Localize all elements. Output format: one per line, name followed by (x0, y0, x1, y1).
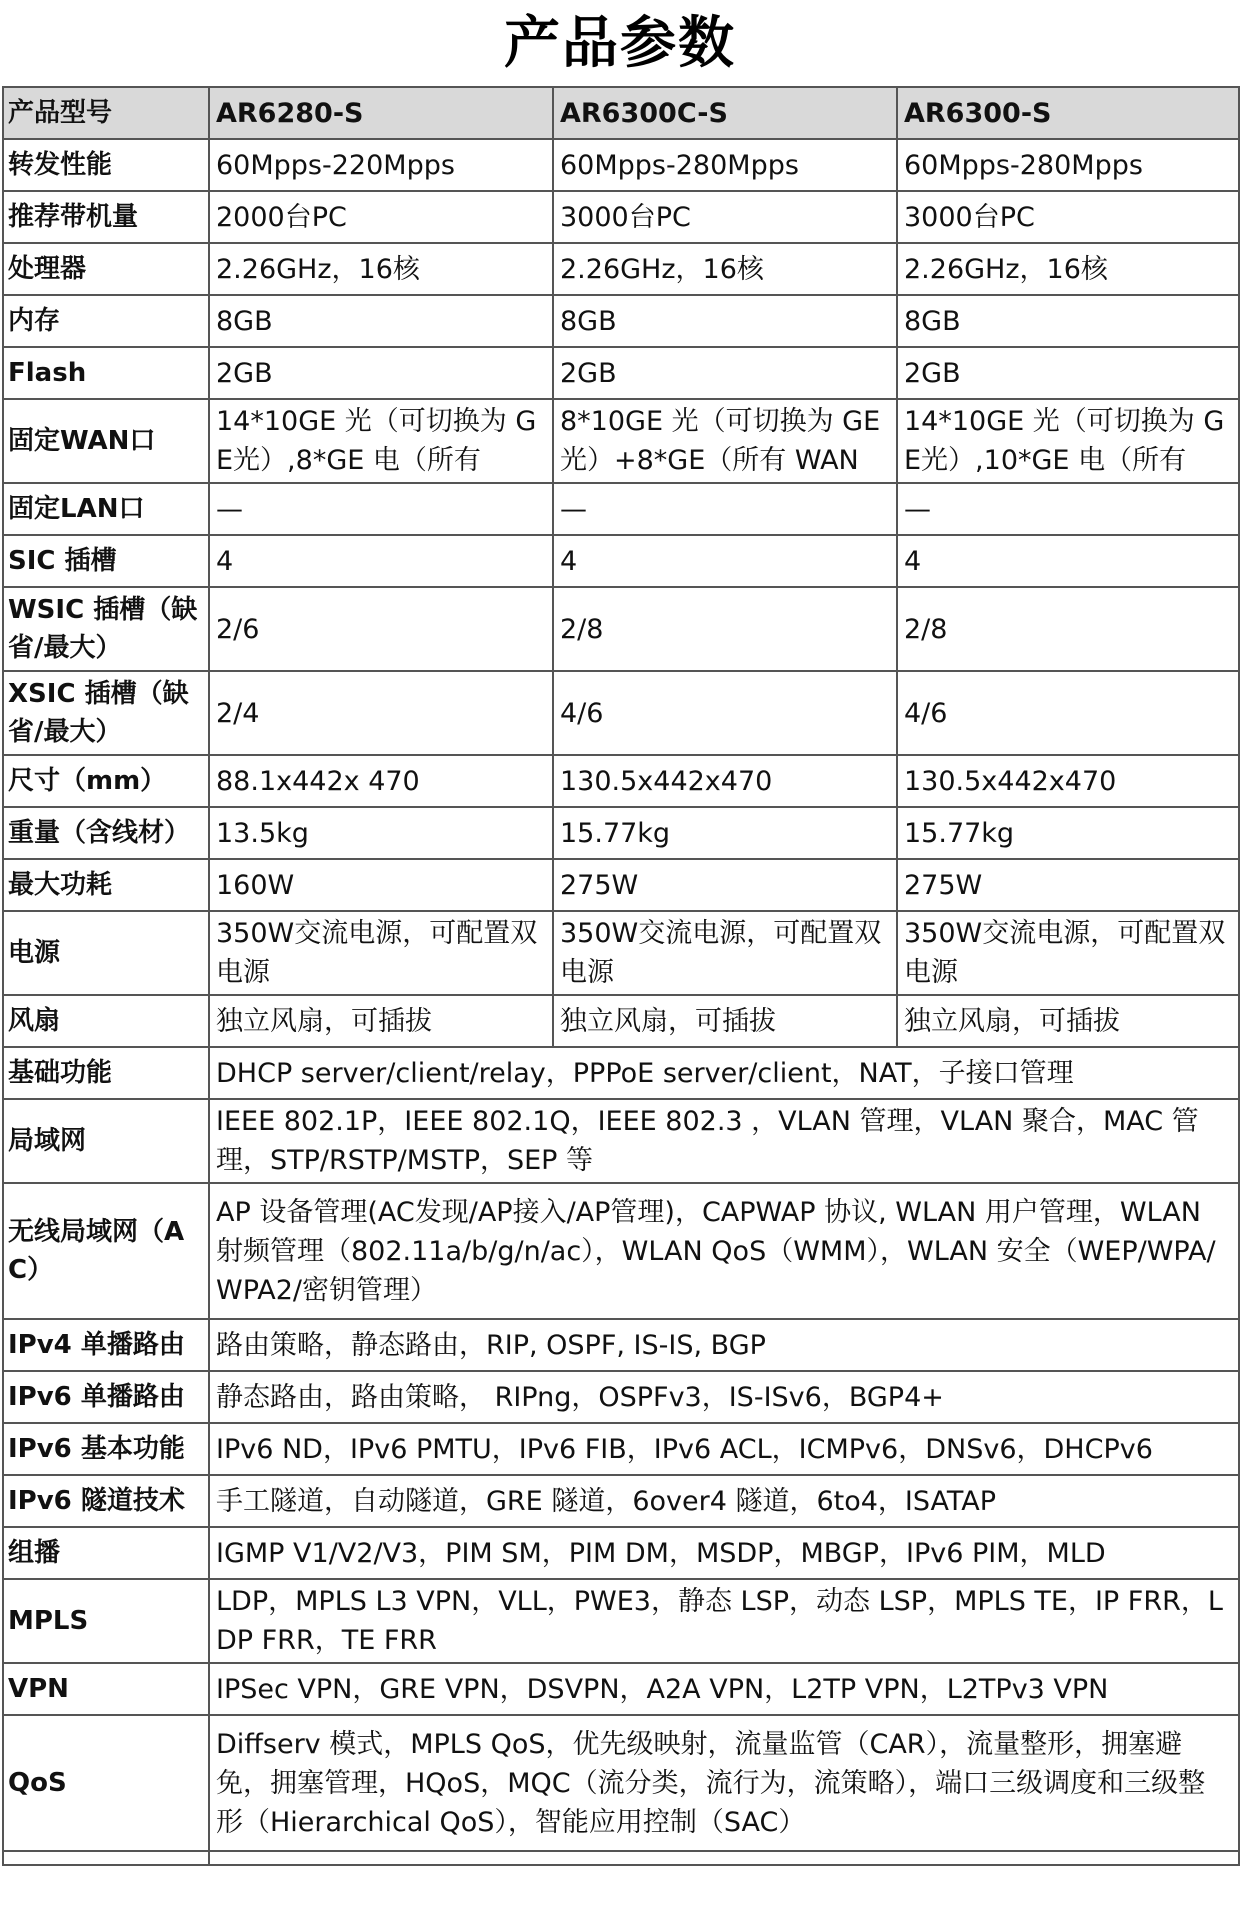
cell-value (209, 399, 553, 483)
cell-value: 独立风扇，可插拔 (897, 995, 1239, 1047)
row-label: 尺寸（mm） (3, 755, 209, 807)
feature-value: 路由策略，静态路由，RIP, OSPF, IS-IS, BGP (209, 1319, 1239, 1371)
cell-value (897, 399, 1239, 483)
cell-value: 2GB (553, 347, 897, 399)
cell-value: 4 (209, 535, 553, 587)
table-row (3, 399, 1239, 483)
table-row (3, 1663, 1239, 1715)
cell-value: 2/8 (897, 587, 1239, 671)
cell-value: — (897, 483, 1239, 535)
feature-value: DHCP server/client/relay，PPPoE server/client，NAT，子接口管理 (209, 1047, 1239, 1099)
cell-value: 130.5x442x470 (897, 755, 1239, 807)
cell-value: 独立风扇，可插拔 (209, 995, 553, 1047)
cell-value: 8GB (553, 295, 897, 347)
table-row (3, 1099, 1239, 1183)
cell-value: 2/4 (209, 671, 553, 755)
row-label: 局域网 (3, 1099, 209, 1183)
cell-value: 2/8 (553, 587, 897, 671)
cell-value: 275W (897, 859, 1239, 911)
cell-value: 3000台PC (553, 191, 897, 243)
table-row (3, 1319, 1239, 1371)
cell-value: 独立风扇，可插拔 (553, 995, 897, 1047)
empty-cell (209, 1851, 1239, 1865)
cell-value: 2.26GHz，16核 (209, 243, 553, 295)
model-name: AR6300C-S (553, 87, 897, 139)
cell-value: 60Mpps-280Mpps (897, 139, 1239, 191)
table-row (3, 1371, 1239, 1423)
cell-value: 15.77kg (897, 807, 1239, 859)
table-row (3, 911, 1239, 995)
model-name: AR6300-S (897, 87, 1239, 139)
cell-value: 160W (209, 859, 553, 911)
cell-value: 8GB (897, 295, 1239, 347)
cell-value: 60Mpps-280Mpps (553, 139, 897, 191)
cell-text: 14*10GE 光（可切换为 GE光）,8*GE 电（所有 (216, 406, 537, 476)
cell-value: 8GB (209, 295, 553, 347)
cell-value: 2.26GHz，16核 (553, 243, 897, 295)
table-row (3, 1047, 1239, 1099)
cell-value: 4/6 (897, 671, 1239, 755)
table-row-cut-off (3, 1851, 1239, 1865)
cell-value: — (553, 483, 897, 535)
row-label: IPv6 单播路由 (3, 1371, 209, 1423)
table-row (3, 191, 1239, 243)
table-row (3, 1715, 1239, 1851)
cell-value: 2/6 (209, 587, 553, 671)
row-label: SIC 插槽 (3, 535, 209, 587)
header-label: 产品型号 (3, 87, 209, 139)
feature-value: 静态路由，路由策略， RIPng，OSPFv3，IS-ISv6，BGP4+ (209, 1371, 1239, 1423)
row-label: 处理器 (3, 243, 209, 295)
row-label: 风扇 (3, 995, 209, 1047)
cell-value: 130.5x442x470 (553, 755, 897, 807)
cell-value: 15.77kg (553, 807, 897, 859)
cell-value: 88.1x442x 470 (209, 755, 553, 807)
cell-value: 2000台PC (209, 191, 553, 243)
table-row (3, 295, 1239, 347)
row-label: 电源 (3, 911, 209, 995)
table-row (3, 1423, 1239, 1475)
row-label: Flash (3, 347, 209, 399)
row-label: WSIC 插槽（缺省/最大） (3, 587, 209, 671)
table-row (3, 243, 1239, 295)
row-label: 固定LAN口 (3, 483, 209, 535)
cell-value: 2GB (209, 347, 553, 399)
table-row (3, 755, 1239, 807)
row-label: 基础功能 (3, 1047, 209, 1099)
cell-value: 2.26GHz，16核 (897, 243, 1239, 295)
row-label: 转发性能 (3, 139, 209, 191)
row-label: 内存 (3, 295, 209, 347)
row-label: 无线局域网（AC） (3, 1183, 209, 1319)
cell-value: 13.5kg (209, 807, 553, 859)
cell-value: 350W交流电源，可配置双电源 (209, 911, 553, 995)
table-row (3, 587, 1239, 671)
cell-value: — (209, 483, 553, 535)
row-label: IPv6 隧道技术 (3, 1475, 209, 1527)
model-name: AR6280-S (209, 87, 553, 139)
row-label: 推荐带机量 (3, 191, 209, 243)
table-row (3, 1527, 1239, 1579)
row-label: IPv6 基本功能 (3, 1423, 209, 1475)
table-row (3, 807, 1239, 859)
table-row (3, 347, 1239, 399)
empty-cell (3, 1851, 209, 1865)
table-row (3, 995, 1239, 1047)
table-row (3, 671, 1239, 755)
feature-value: 手工隧道，自动隧道，GRE 隧道，6over4 隧道，6to4，ISATAP (209, 1475, 1239, 1527)
cell-value: 2GB (897, 347, 1239, 399)
table-row (3, 483, 1239, 535)
row-label: MPLS (3, 1579, 209, 1663)
cell-value: 275W (553, 859, 897, 911)
feature-value: IGMP V1/V2/V3，PIM SM，PIM DM，MSDP，MBGP，IPv6 PIM，MLD (209, 1527, 1239, 1579)
cell-value: 4 (553, 535, 897, 587)
feature-value: IEEE 802.1P，IEEE 802.1Q，IEEE 802.3 ，VLAN 管理，VLAN 聚合，MAC 管理，STP/RSTP/MSTP，SEP 等 (209, 1099, 1239, 1183)
feature-value: AP 设备管理(AC发现/AP接入/AP管理)，CAPWAP 协议, WLAN 用户管理，WLAN 射频管理（802.11a/b/g/n/ac），WLAN QoS（WMM），WLAN 安全（WEP/WPA/WPA2/密钥管理） (209, 1183, 1239, 1319)
cell-text: 14*10GE 光（可切换为 GE光）,10*GE 电（所有 (904, 406, 1225, 476)
table-row (3, 535, 1239, 587)
cell-value: 4 (897, 535, 1239, 587)
row-label: 最大功耗 (3, 859, 209, 911)
cell-value: 350W交流电源，可配置双电源 (553, 911, 897, 995)
table-row (3, 1475, 1239, 1527)
row-label: IPv4 单播路由 (3, 1319, 209, 1371)
feature-value: IPSec VPN，GRE VPN，DSVPN，A2A VPN，L2TP VPN，L2TPv3 VPN (209, 1663, 1239, 1715)
page-title: 产品参数 (504, 11, 736, 76)
cell-text: 8*10GE 光（可切换为 GE 光）+8*GE（所有 WAN (560, 406, 881, 476)
cell-value (553, 399, 897, 483)
table-row (3, 1579, 1239, 1663)
feature-value: LDP，MPLS L3 VPN，VLL，PWE3，静态 LSP，动态 LSP，MPLS TE，IP FRR，LDP FRR，TE FRR (209, 1579, 1239, 1663)
row-label: 重量（含线材） (3, 807, 209, 859)
cell-value: 350W交流电源，可配置双电源 (897, 911, 1239, 995)
table-header-row (3, 87, 1239, 139)
row-label: VPN (3, 1663, 209, 1715)
row-label: 固定WAN口 (3, 399, 209, 483)
table-row (3, 1183, 1239, 1319)
cell-value: 4/6 (553, 671, 897, 755)
row-label: QoS (3, 1715, 209, 1851)
feature-value: IPv6 ND，IPv6 PMTU，IPv6 FIB，IPv6 ACL，ICMPv6，DNSv6，DHCPv6 (209, 1423, 1239, 1475)
table-row (3, 859, 1239, 911)
cell-value: 60Mpps-220Mpps (209, 139, 553, 191)
spec-table (2, 86, 1240, 1866)
feature-value: Diffserv 模式，MPLS QoS，优先级映射，流量监管（CAR），流量整形，拥塞避免，拥塞管理，HQoS，MQC（流分类，流行为，流策略），端口三级调度和三级整形（Hierarchical QoS），智能应用控制（SAC） (209, 1715, 1239, 1851)
row-label: 组播 (3, 1527, 209, 1579)
cell-value: 3000台PC (897, 191, 1239, 243)
table-row (3, 139, 1239, 191)
row-label: XSIC 插槽（缺省/最大） (3, 671, 209, 755)
